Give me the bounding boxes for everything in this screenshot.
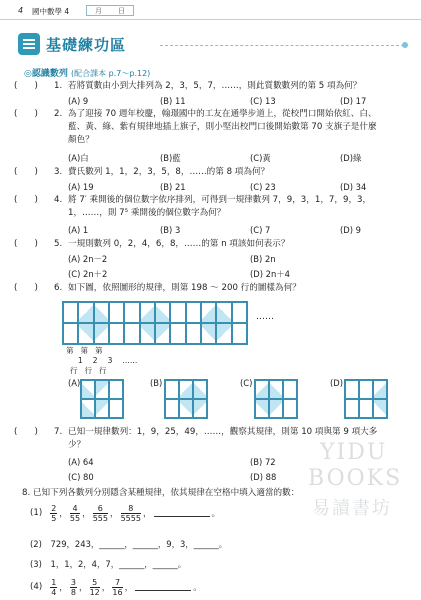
question-5: [10, 238, 414, 282]
fraction: $\frac{5}{12}$: [89, 577, 100, 597]
question-text-line: 1，……，則 7⁵ 乘開後的個位數字為何？: [68, 208, 226, 218]
option-c: (C)黃: [250, 153, 271, 163]
col-num: 2: [92, 356, 98, 365]
grid-cell: [283, 399, 297, 418]
question-text-line: 顏色？: [68, 135, 94, 145]
answer-blank[interactable]: [154, 509, 210, 517]
fraction: $\frac{2}{5}$: [51, 503, 57, 523]
grid-cell: [140, 323, 155, 344]
question-text-line: 將 7′ 乘開後的個位數字依序排列，可得到一規律數列 7，9，3，1，7，9，3，: [68, 195, 372, 205]
option-d: (D) 34: [340, 182, 367, 192]
option-a: (A) 1: [68, 225, 89, 235]
page-number: 4: [18, 6, 24, 15]
month-label: 月: [95, 6, 102, 15]
section-title: ◎認識數列: [24, 69, 68, 79]
watermark-yidu: YIDU: [320, 440, 388, 465]
grid-cell: [63, 302, 78, 323]
grid-cell: [359, 380, 373, 399]
option-b: (B) 21: [160, 182, 186, 192]
col-label: 第: [80, 346, 88, 355]
grid-cell: [359, 399, 373, 418]
answer-paren[interactable]: ( ): [14, 239, 38, 249]
section-ref: (配合課本 p.7～p.12): [71, 69, 151, 78]
grid-cell: [165, 399, 179, 418]
banner-dash-line: [160, 45, 404, 46]
question-number: 5.: [54, 239, 63, 249]
grid-cell: [179, 380, 193, 399]
option-d: (D)綠: [340, 153, 362, 163]
col-label: 第: [95, 346, 103, 355]
grid-cell: [179, 399, 193, 418]
option-d-grid: [344, 379, 388, 419]
question-text: 若將質數由小到大排列為 2，3，5，7，……，則此質數數列的第 5 項為何？: [68, 81, 362, 91]
pattern-grid: [62, 301, 248, 345]
grid-cell: [81, 399, 95, 418]
question-text-line: 已知一規律數列：1，9，25，49，……，觀察其規律，則第 10 項與第 9 項大多: [68, 427, 378, 437]
grid-cell: [186, 302, 201, 323]
option-b: (B) 2n: [250, 254, 276, 264]
section-heading: [24, 66, 150, 79]
grid-cell: [95, 380, 109, 399]
q8-item-2: [30, 538, 227, 550]
grid-cell: [269, 380, 283, 399]
question-8-text: 8. 已知下列各數列分別隱含某種規律，依其規律在空格中填入適當的數：: [22, 488, 300, 498]
grid-cell: [63, 323, 78, 344]
q8-item-4: (4) $\frac{1}{4}$ ， $\frac{3}{8}$ ， $\frac{5}{12}$ ， $\frac{7}{16}$ ， 。: [30, 577, 202, 597]
col-ellipsis: ……: [122, 356, 138, 365]
option-b: (B) 72: [250, 457, 276, 467]
question-number: 7.: [54, 427, 63, 437]
answer-paren[interactable]: ( ): [14, 167, 38, 177]
answer-blank[interactable]: [135, 583, 191, 591]
answer-paren[interactable]: ( ): [14, 283, 38, 293]
grid-cell: [140, 302, 155, 323]
option-d: (D): [330, 378, 343, 388]
grid-cell: [81, 380, 95, 399]
grid-cell: [373, 380, 387, 399]
item-label: (2): [30, 539, 42, 549]
question-text: 費氏數列 1，1，2，3，5，8，……的第 8 項為何？: [68, 167, 270, 177]
option-c: (C): [240, 378, 253, 388]
grid-cell: [193, 399, 207, 418]
grid-cell: [373, 399, 387, 418]
option-d: (D) 88: [250, 472, 277, 482]
grid-cell: [109, 380, 123, 399]
banner-title: 基礎練功區: [46, 35, 127, 54]
fraction: $\frac{1}{4}$: [51, 577, 57, 597]
watermark-chinese: 易讀書坊: [312, 498, 392, 519]
fraction: $\frac{4}{55}$: [69, 503, 81, 523]
banner-dot: [402, 42, 408, 48]
col-suffix: 行: [84, 366, 92, 375]
notepad-icon: [18, 33, 40, 55]
question-text-line: 為了迎接 70 週年校慶，翰璟國中的工友在通學步道上，從校門口開始依紅、白、: [68, 109, 377, 119]
grid-cell: [124, 323, 139, 344]
option-c: (C) 13: [250, 96, 276, 106]
q8-item-3: [30, 558, 186, 570]
option-b: (B): [150, 378, 163, 388]
grid-cell: [95, 399, 109, 418]
answer-paren[interactable]: ( ): [14, 109, 38, 119]
grid-cell: [186, 323, 201, 344]
option-d: (D) 9: [340, 225, 361, 235]
option-a: (A) 9: [68, 96, 89, 106]
grid-cell: [94, 302, 109, 323]
answer-paren[interactable]: ( ): [14, 195, 38, 205]
item-text: 1，1，2，4，7，______，______。: [50, 559, 187, 569]
section-banner: [18, 33, 126, 55]
option-a: (A)白: [68, 153, 89, 163]
grid-cell: [269, 399, 283, 418]
option-c: (C) 80: [68, 472, 94, 482]
question-number: 6.: [54, 283, 63, 293]
grid-cell: [345, 399, 359, 418]
grid-cell: [124, 302, 139, 323]
question-text: 一規則數列 0，2，4，6，8，……的第 n 項該如何表示？: [68, 239, 290, 249]
question-text-line: 藍、黃、綠、紫有規律地插上旗子，則小堅出校門口後開始數第 70 支旗子是什麼: [68, 122, 377, 132]
header-divider: [0, 19, 421, 20]
question-3: [10, 166, 414, 194]
grid-cell: [283, 380, 297, 399]
option-b: (B) 11: [160, 96, 186, 106]
option-b-grid: [164, 379, 208, 419]
fraction: $\frac{6}{555}$: [92, 503, 108, 523]
grid-cell: [165, 380, 179, 399]
item-label: (1): [30, 508, 43, 518]
date-box: [86, 5, 134, 16]
question-number: 3.: [54, 167, 63, 177]
col-num: 1: [78, 356, 83, 365]
grid-cell: [109, 399, 123, 418]
fraction: $\frac{8}{5555}$: [120, 503, 141, 523]
grid-cell: [345, 380, 359, 399]
option-c-grid: [254, 379, 298, 419]
question-number: 1.: [54, 81, 63, 91]
grid-cell: [170, 302, 185, 323]
fraction: $\frac{7}{16}$: [112, 577, 123, 597]
grid-cell: [78, 323, 93, 344]
item-text: 729，243，______，______，9，3，______。: [50, 539, 228, 549]
grid-cell: [109, 302, 124, 323]
col-suffix: 行: [70, 366, 78, 375]
col-suffix: 行: [99, 366, 107, 375]
option-a: (A) 64: [68, 457, 94, 467]
book-title: 國中數學 4: [32, 7, 70, 16]
option-d: (D) 2n＋4: [250, 269, 290, 279]
option-a: (A) 19: [68, 182, 94, 192]
grid-cell: [155, 302, 170, 323]
question-1: [10, 80, 414, 108]
option-c: (C) 7: [250, 225, 271, 235]
grid-ellipsis: ……: [256, 312, 274, 322]
grid-cell: [255, 380, 269, 399]
question-4: [10, 194, 414, 238]
grid-cell: [201, 302, 216, 323]
grid-cell: [201, 323, 216, 344]
grid-cell: [109, 323, 124, 344]
grid-cell: [170, 323, 185, 344]
item-label: (4): [30, 582, 43, 592]
grid-cell: [232, 302, 247, 323]
option-d: (D) 17: [340, 96, 367, 106]
question-number: 2.: [54, 109, 63, 119]
grid-cell: [255, 399, 269, 418]
answer-paren[interactable]: ( ): [14, 427, 38, 437]
option-a: (A): [68, 378, 81, 388]
option-c: (C) 2n＋2: [68, 269, 108, 279]
option-a-grid: [80, 379, 124, 419]
question-2: [10, 108, 414, 166]
option-b: (B) 3: [160, 225, 181, 235]
column-labels: [66, 346, 137, 376]
grid-cell: [232, 323, 247, 344]
question-text: 如下圖，依照圖形的規律，則第 198 ～ 200 行的圖樣為何？: [68, 283, 301, 293]
grid-cell: [216, 323, 231, 344]
question-number: 4.: [54, 195, 63, 205]
question-text-line: 少？: [68, 440, 86, 450]
day-label: 日: [118, 6, 125, 15]
item-label: (3): [30, 559, 42, 569]
option-c: (C) 23: [250, 182, 276, 192]
col-label: 第: [66, 346, 74, 355]
grid-cell: [193, 380, 207, 399]
q8-item-1: (1) $\frac{2}{5}$ ， $\frac{4}{55}$ ， $\frac{6}{555}$ ， $\frac{8}{5555}$ ， 。: [30, 503, 221, 523]
grid-cell: [155, 323, 170, 344]
grid-cell: [78, 302, 93, 323]
grid-cell: [216, 302, 231, 323]
watermark-books: BOOKS: [308, 466, 403, 491]
col-num: 3: [107, 356, 113, 365]
option-a: (A) 2n－2: [68, 254, 108, 264]
option-b: (B)藍: [160, 153, 181, 163]
fraction: $\frac{3}{8}$: [70, 577, 76, 597]
answer-paren[interactable]: ( ): [14, 81, 38, 91]
grid-cell: [94, 323, 109, 344]
